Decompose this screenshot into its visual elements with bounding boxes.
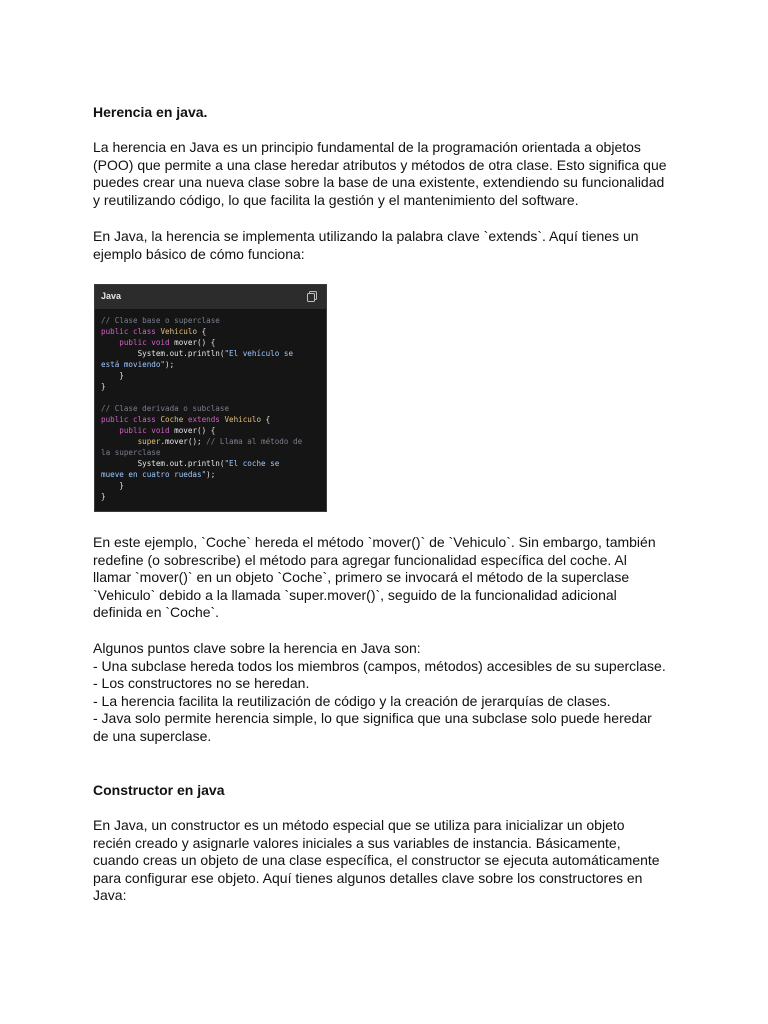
- code-line: [101, 337, 320, 348]
- paragraph-constructor-intro: [93, 817, 660, 905]
- code-header: [95, 285, 326, 309]
- code-line: [101, 436, 320, 447]
- code-token: Coche: [160, 415, 188, 424]
- code-token: () {: [197, 426, 216, 435]
- text-line: recién creado y asignarle valores iniciales a sus variables de instancia. Básicamente,: [93, 834, 621, 851]
- code-line: [101, 403, 320, 414]
- text-line: En Java, un constructor es un método especial que se utiliza para inicializar un objeto: [93, 817, 625, 833]
- list-item: - La herencia facilita la reutilización de código y la creación de jerarquías de clases.: [93, 692, 611, 709]
- list-item: - Una subclase hereda todos los miembros (campos, métodos) accesibles de su superclase.: [93, 657, 666, 674]
- code-token: Vehiculo: [160, 327, 198, 336]
- code-token: mover: [174, 338, 198, 347]
- text-line: Java:: [93, 887, 127, 904]
- code-content: [95, 309, 326, 502]
- code-line: [101, 480, 320, 491]
- code-token: está moviendo": [101, 360, 166, 369]
- code-token: System.out.println(: [101, 459, 225, 468]
- paragraph-example-intro: [93, 228, 639, 263]
- code-line: [101, 458, 320, 469]
- code-line: [101, 315, 320, 326]
- code-line: [101, 326, 320, 337]
- text-line: `Vehiculo` debido a la llamada `super.mover()`, seguido de la funcionalidad adicional: [93, 586, 617, 603]
- code-token: }: [101, 382, 106, 391]
- code-token: );: [206, 470, 216, 479]
- paragraph-key-points: [93, 640, 666, 746]
- copy-icon: [307, 291, 317, 302]
- code-token: () {: [197, 338, 216, 347]
- code-line: [101, 348, 320, 359]
- code-token: // Clase derivada o subclase: [101, 404, 230, 413]
- code-token: public void: [101, 338, 175, 347]
- code-block-image: [94, 284, 327, 512]
- code-line: [101, 491, 320, 502]
- code-token: la superclase: [101, 448, 161, 457]
- text-line: La herencia en Java es un principio fundamental de la programación orientada a objetos: [93, 139, 641, 155]
- text-line: ejemplo básico de cómo funciona:: [93, 245, 305, 262]
- code-line: [101, 359, 320, 370]
- code-token: }: [101, 371, 124, 380]
- code-token: .mover();: [160, 437, 207, 446]
- section-title-herencia: Herencia en java.: [93, 104, 208, 120]
- code-token: extends: [187, 415, 225, 424]
- list-item: - Java solo permite herencia simple, lo que significa que una subclase solo puede heredar: [93, 710, 652, 727]
- list-item: - Los constructores no se heredan.: [93, 675, 310, 692]
- text-line: En este ejemplo, `Coche` hereda el método `mover()` de `Vehiculo`. Sin embargo, también: [93, 534, 656, 550]
- code-token: mover: [174, 426, 198, 435]
- code-token: public void: [101, 426, 175, 435]
- text-line: redefine (o sobrescribe) el método para agregar funcionalidad específica del coche. Al: [93, 551, 627, 568]
- text-line: En Java, la herencia se implementa utilizando la palabra clave `extends`. Aquí tienes un: [93, 228, 639, 244]
- text-line: para configurar ese objeto. Aquí tienes algunos detalles clave sobre los constructores en: [93, 869, 643, 886]
- code-token: {: [197, 327, 207, 336]
- text-line: (POO) que permite a una clase heredar atributos y métodos de otra clase. Esto significa que: [93, 156, 667, 173]
- code-line: [101, 381, 320, 392]
- text-line: cuando creas un objeto de una clase específica, el constructor se ejecuta automáticamente: [93, 852, 660, 869]
- code-token: Vehiculo: [224, 415, 262, 424]
- code-token: public class: [101, 327, 161, 336]
- code-token: );: [165, 360, 175, 369]
- code-token: System.out.println(: [101, 349, 225, 358]
- code-line: [101, 447, 320, 458]
- code-token: // Clase base o superclase: [101, 316, 220, 325]
- paragraph-explanation: [93, 534, 656, 622]
- text-line: y reutilizando código, lo que facilita la gestión y el mantenimiento del software.: [93, 191, 579, 208]
- code-token: mueve en cuatro ruedas": [101, 470, 207, 479]
- text-line: Algunos puntos clave sobre la herencia en Java son:: [93, 640, 421, 656]
- code-token: "El coche se: [224, 459, 280, 468]
- code-token: }: [101, 492, 106, 501]
- code-line: [101, 392, 320, 403]
- code-line: [101, 414, 320, 425]
- code-token: // Llama al método de: [206, 437, 303, 446]
- text-line: definida en `Coche`.: [93, 604, 220, 621]
- code-token: }: [101, 481, 124, 490]
- code-token: "El vehículo se: [224, 349, 294, 358]
- text-line: llamar `mover()` en un objeto `Coche`, primero se invocará el método de la superclase: [93, 569, 630, 586]
- code-line: [101, 469, 320, 480]
- section-title-constructor: Constructor en java: [93, 782, 225, 798]
- list-item: de una superclase.: [93, 727, 212, 744]
- code-language-label: Java: [101, 291, 122, 301]
- code-token: super: [101, 437, 161, 446]
- code-line: [101, 425, 320, 436]
- text-line: puedes crear una nueva clase sobre la base de una existente, extendiendo su funcionalidad: [93, 174, 665, 191]
- paragraph-herencia-intro: [93, 139, 667, 209]
- code-token: {: [261, 415, 271, 424]
- code-line: [101, 370, 320, 381]
- code-token: public class: [101, 415, 161, 424]
